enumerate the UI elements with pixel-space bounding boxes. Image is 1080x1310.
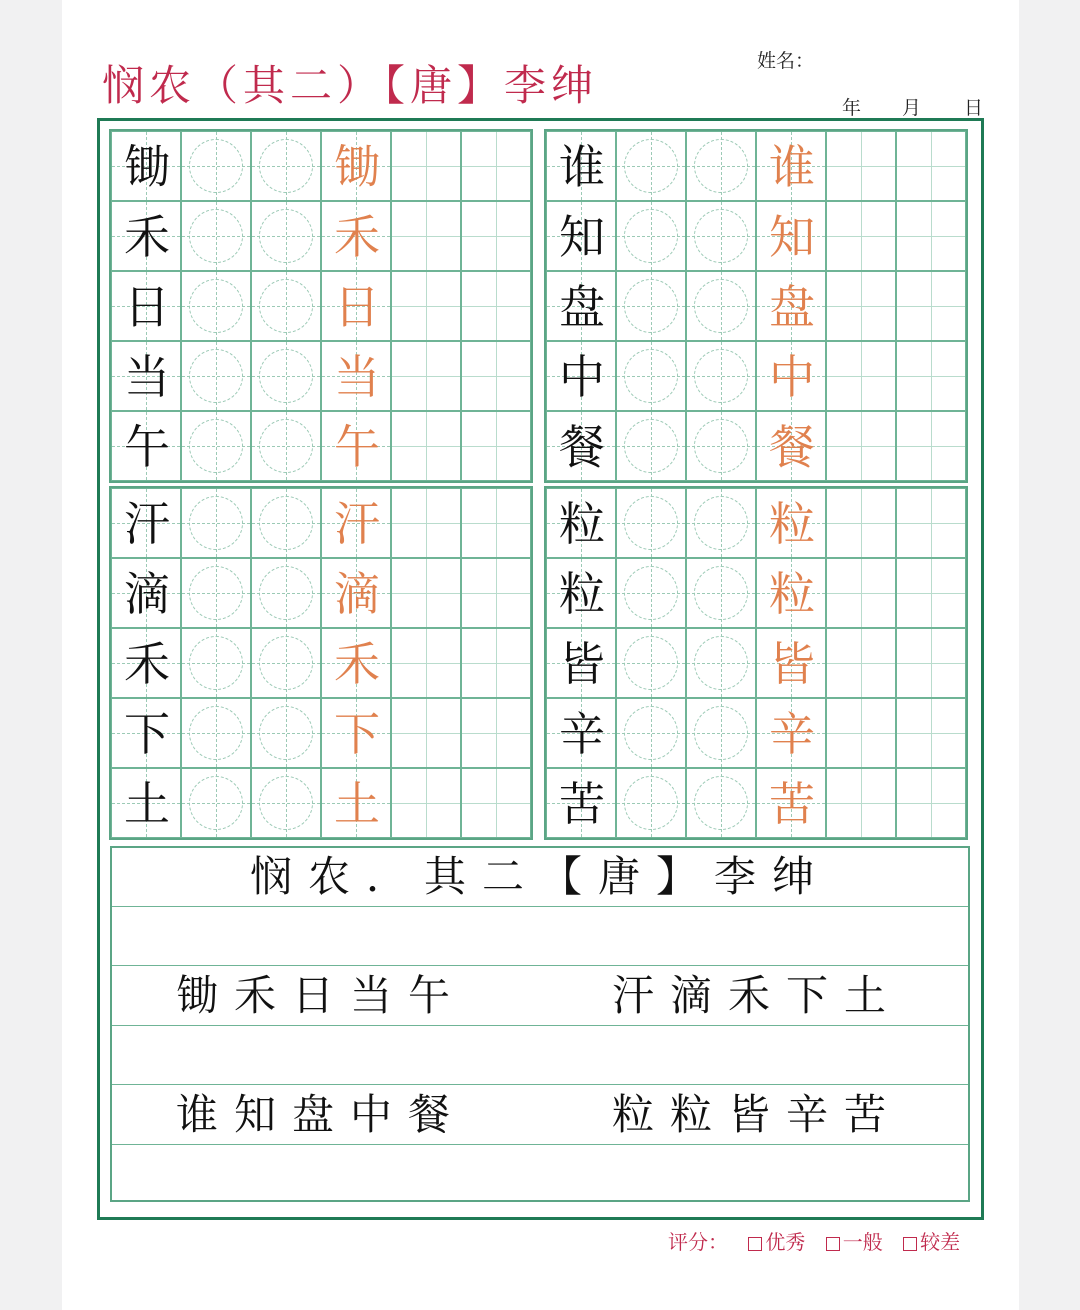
guide-circle	[624, 279, 678, 333]
circle-writing-cell[interactable]	[181, 411, 251, 481]
trace-char-cell[interactable]	[321, 628, 391, 698]
practice-block-3	[111, 488, 531, 838]
trace-char: 当	[334, 350, 380, 404]
blank-writing-cell[interactable]	[896, 271, 966, 341]
score-label: 评分：	[668, 1230, 728, 1254]
guide-circle	[259, 566, 313, 620]
model-char-cell[interactable]	[111, 271, 181, 341]
model-char: 土	[124, 777, 170, 831]
trace-char: 餐	[769, 420, 815, 474]
circle-writing-cell[interactable]	[251, 131, 321, 201]
circle-writing-cell[interactable]	[181, 768, 251, 838]
model-char-cell[interactable]	[546, 698, 616, 768]
circle-writing-cell[interactable]	[251, 411, 321, 481]
circle-writing-cell[interactable]	[251, 558, 321, 628]
circle-writing-cell[interactable]	[616, 411, 686, 481]
blank-writing-cell[interactable]	[826, 558, 896, 628]
blank-writing-cell[interactable]	[461, 698, 531, 768]
trace-char-cell[interactable]	[756, 488, 826, 558]
circle-writing-cell[interactable]	[616, 201, 686, 271]
blank-writing-cell[interactable]	[391, 411, 461, 481]
circle-writing-cell[interactable]	[616, 768, 686, 838]
circle-writing-cell[interactable]	[686, 341, 756, 411]
model-char-cell[interactable]	[546, 271, 616, 341]
blank-writing-cell[interactable]	[391, 488, 461, 558]
poem-line-1-left: 锄禾日当午	[176, 971, 467, 1020]
trace-char-cell[interactable]	[756, 558, 826, 628]
blank-writing-cell[interactable]	[896, 768, 966, 838]
trace-char: 辛	[769, 707, 815, 761]
model-char-cell[interactable]	[546, 768, 616, 838]
trace-char: 下	[334, 707, 380, 761]
model-char: 下	[124, 707, 170, 761]
model-char-cell[interactable]	[111, 628, 181, 698]
model-char: 当	[124, 350, 170, 404]
model-char: 皆	[559, 637, 605, 691]
model-char: 日	[124, 280, 170, 334]
score-option-excellent[interactable]: 优秀	[748, 1230, 805, 1254]
blank-writing-cell[interactable]	[461, 411, 531, 481]
model-char-cell[interactable]	[111, 698, 181, 768]
model-char: 辛	[559, 707, 605, 761]
guide-circle	[189, 776, 243, 830]
guide-circle	[694, 566, 748, 620]
blank-writing-cell[interactable]	[461, 768, 531, 838]
model-char-cell[interactable]	[111, 131, 181, 201]
guide-circle	[189, 419, 243, 473]
score-section	[668, 1226, 974, 1255]
guide-circle	[624, 349, 678, 403]
trace-char: 盘	[769, 280, 815, 334]
circle-writing-cell[interactable]	[616, 698, 686, 768]
model-char-cell[interactable]	[111, 488, 181, 558]
blank-writing-cell[interactable]	[896, 201, 966, 271]
trace-char: 苦	[769, 777, 815, 831]
circle-writing-cell[interactable]	[181, 271, 251, 341]
blank-writing-cell[interactable]	[391, 201, 461, 271]
model-char-cell[interactable]	[546, 628, 616, 698]
checkbox-icon[interactable]	[826, 1237, 840, 1251]
model-char: 粒	[559, 567, 605, 621]
circle-writing-cell[interactable]	[181, 628, 251, 698]
circle-writing-cell[interactable]	[251, 698, 321, 768]
guide-circle	[259, 349, 313, 403]
circle-writing-cell[interactable]	[686, 201, 756, 271]
circle-writing-cell[interactable]	[251, 628, 321, 698]
writing-line	[112, 1144, 968, 1145]
trace-char: 午	[334, 420, 380, 474]
trace-char: 知	[769, 210, 815, 264]
model-char-cell[interactable]	[111, 558, 181, 628]
trace-char-cell[interactable]	[321, 488, 391, 558]
trace-char-cell[interactable]	[756, 201, 826, 271]
guide-circle	[694, 496, 748, 550]
guide-circle	[694, 776, 748, 830]
trace-char-cell[interactable]	[756, 698, 826, 768]
circle-writing-cell[interactable]	[181, 131, 251, 201]
trace-char-cell[interactable]	[321, 131, 391, 201]
model-char: 禾	[124, 210, 170, 264]
guide-circle	[694, 419, 748, 473]
circle-writing-cell[interactable]	[616, 271, 686, 341]
model-char: 苦	[559, 777, 605, 831]
poem-copy-area	[110, 846, 970, 1202]
model-char-cell[interactable]	[546, 131, 616, 201]
guide-circle	[259, 419, 313, 473]
model-char: 粒	[559, 497, 605, 551]
practice-block-2	[546, 131, 966, 481]
blank-writing-cell[interactable]	[461, 558, 531, 628]
guide-circle	[189, 566, 243, 620]
guide-circle	[694, 279, 748, 333]
trace-char: 锄	[334, 140, 380, 194]
guide-circle	[624, 139, 678, 193]
circle-writing-cell[interactable]	[181, 341, 251, 411]
trace-char: 皆	[769, 637, 815, 691]
blank-writing-cell[interactable]	[461, 131, 531, 201]
trace-char: 粒	[769, 497, 815, 551]
model-char-cell[interactable]	[546, 341, 616, 411]
blank-writing-cell[interactable]	[461, 341, 531, 411]
circle-writing-cell[interactable]	[686, 131, 756, 201]
circle-writing-cell[interactable]	[686, 411, 756, 481]
score-option-average[interactable]: 一般	[826, 1230, 883, 1254]
blank-writing-cell[interactable]	[826, 131, 896, 201]
trace-char: 土	[334, 777, 380, 831]
writing-line	[112, 906, 968, 907]
blank-writing-cell[interactable]	[826, 341, 896, 411]
circle-writing-cell[interactable]	[686, 698, 756, 768]
trace-char: 禾	[334, 210, 380, 264]
guide-circle	[624, 706, 678, 760]
trace-char-cell[interactable]	[321, 201, 391, 271]
guide-circle	[259, 279, 313, 333]
trace-char-cell[interactable]	[756, 271, 826, 341]
guide-circle	[189, 349, 243, 403]
guide-circle	[694, 209, 748, 263]
blank-writing-cell[interactable]	[461, 628, 531, 698]
circle-writing-cell[interactable]	[251, 341, 321, 411]
trace-char-cell[interactable]	[756, 411, 826, 481]
trace-char: 粒	[769, 567, 815, 621]
guide-circle	[189, 496, 243, 550]
blank-writing-cell[interactable]	[826, 768, 896, 838]
blank-writing-cell[interactable]	[391, 698, 461, 768]
trace-char: 汗	[334, 497, 380, 551]
circle-writing-cell[interactable]	[251, 271, 321, 341]
blank-writing-cell[interactable]	[896, 628, 966, 698]
model-char-cell[interactable]	[111, 341, 181, 411]
blank-writing-cell[interactable]	[391, 628, 461, 698]
blank-writing-cell[interactable]	[826, 411, 896, 481]
blank-writing-cell[interactable]	[391, 558, 461, 628]
checkbox-icon[interactable]	[903, 1237, 917, 1251]
circle-writing-cell[interactable]	[251, 488, 321, 558]
guide-circle	[624, 636, 678, 690]
circle-writing-cell[interactable]	[181, 558, 251, 628]
year-label: 年	[842, 97, 862, 119]
trace-char-cell[interactable]	[756, 768, 826, 838]
trace-char: 日	[334, 280, 380, 334]
guide-circle	[259, 776, 313, 830]
blank-writing-cell[interactable]	[461, 271, 531, 341]
writing-line	[112, 1025, 968, 1026]
guide-circle	[694, 139, 748, 193]
circle-writing-cell[interactable]	[181, 488, 251, 558]
circle-writing-cell[interactable]	[616, 558, 686, 628]
circle-writing-cell[interactable]	[686, 628, 756, 698]
circle-writing-cell[interactable]	[616, 341, 686, 411]
model-char: 禾	[124, 637, 170, 691]
blank-writing-cell[interactable]	[391, 341, 461, 411]
blank-writing-cell[interactable]	[826, 628, 896, 698]
poem-line-1-right: 汗滴禾下土	[612, 971, 903, 1020]
blank-writing-cell[interactable]	[896, 698, 966, 768]
blank-writing-cell[interactable]	[461, 488, 531, 558]
day-label: 日	[964, 97, 984, 119]
writing-line	[112, 1084, 968, 1085]
month-label: 月	[902, 97, 922, 119]
circle-writing-cell[interactable]	[686, 488, 756, 558]
blank-writing-cell[interactable]	[896, 131, 966, 201]
trace-char-cell[interactable]	[321, 411, 391, 481]
model-char: 盘	[559, 280, 605, 334]
trace-char-cell[interactable]	[321, 698, 391, 768]
poem-line-2-left: 谁知盘中餐	[176, 1090, 467, 1139]
guide-circle	[259, 706, 313, 760]
trace-char-cell[interactable]	[756, 341, 826, 411]
blank-writing-cell[interactable]	[896, 558, 966, 628]
model-char-cell[interactable]	[111, 768, 181, 838]
model-char: 午	[124, 420, 170, 474]
worksheet-title: 悯农（其二）【唐】李绅	[102, 61, 599, 110]
trace-char-cell[interactable]	[321, 341, 391, 411]
model-char: 中	[559, 350, 605, 404]
trace-char-cell[interactable]	[756, 131, 826, 201]
trace-char-cell[interactable]	[321, 558, 391, 628]
model-char-cell[interactable]	[546, 558, 616, 628]
score-option-poor[interactable]: 较差	[903, 1230, 960, 1254]
blank-writing-cell[interactable]	[896, 341, 966, 411]
blank-writing-cell[interactable]	[391, 768, 461, 838]
writing-line	[112, 965, 968, 966]
practice-block-1	[111, 131, 531, 481]
blank-writing-cell[interactable]	[826, 271, 896, 341]
guide-circle	[189, 706, 243, 760]
model-char-cell[interactable]	[546, 201, 616, 271]
guide-circle	[624, 419, 678, 473]
guide-circle	[189, 636, 243, 690]
poem-line-2-right: 粒粒皆辛苦	[612, 1090, 903, 1139]
guide-circle	[259, 139, 313, 193]
guide-circle	[624, 209, 678, 263]
guide-circle	[259, 209, 313, 263]
guide-circle	[624, 566, 678, 620]
circle-writing-cell[interactable]	[616, 131, 686, 201]
model-char: 知	[559, 210, 605, 264]
circle-writing-cell[interactable]	[251, 201, 321, 271]
trace-char: 滴	[334, 567, 380, 621]
trace-char: 中	[769, 350, 815, 404]
trace-char: 谁	[769, 140, 815, 194]
guide-circle	[694, 706, 748, 760]
checkbox-icon[interactable]	[748, 1237, 762, 1251]
trace-char-cell[interactable]	[321, 271, 391, 341]
guide-circle	[694, 349, 748, 403]
model-char: 谁	[559, 140, 605, 194]
circle-writing-cell[interactable]	[251, 768, 321, 838]
model-char-cell[interactable]	[111, 201, 181, 271]
blank-writing-cell[interactable]	[896, 488, 966, 558]
model-char: 锄	[124, 140, 170, 194]
guide-circle	[694, 636, 748, 690]
circle-writing-cell[interactable]	[181, 201, 251, 271]
circle-writing-cell[interactable]	[616, 488, 686, 558]
guide-circle	[189, 139, 243, 193]
model-char-cell[interactable]	[111, 411, 181, 481]
trace-char-cell[interactable]	[321, 768, 391, 838]
circle-writing-cell[interactable]	[686, 768, 756, 838]
model-char-cell[interactable]	[546, 488, 616, 558]
blank-writing-cell[interactable]	[896, 411, 966, 481]
blank-writing-cell[interactable]	[461, 201, 531, 271]
guide-circle	[259, 496, 313, 550]
guide-circle	[624, 496, 678, 550]
model-char-cell[interactable]	[546, 411, 616, 481]
blank-writing-cell[interactable]	[391, 131, 461, 201]
guide-circle	[624, 776, 678, 830]
model-char: 汗	[124, 497, 170, 551]
circle-writing-cell[interactable]	[616, 628, 686, 698]
circle-writing-cell[interactable]	[686, 558, 756, 628]
practice-block-4	[546, 488, 966, 838]
model-char: 餐	[559, 420, 605, 474]
name-label: 姓名：	[757, 50, 815, 72]
model-char: 滴	[124, 567, 170, 621]
circle-writing-cell[interactable]	[181, 698, 251, 768]
blank-writing-cell[interactable]	[826, 488, 896, 558]
guide-circle	[189, 209, 243, 263]
guide-circle	[259, 636, 313, 690]
poem-title: 悯农．其二【唐】李绅	[249, 852, 830, 901]
blank-writing-cell[interactable]	[391, 271, 461, 341]
guide-circle	[189, 279, 243, 333]
trace-char-cell[interactable]	[756, 628, 826, 698]
circle-writing-cell[interactable]	[686, 271, 756, 341]
trace-char: 禾	[334, 637, 380, 691]
blank-writing-cell[interactable]	[826, 698, 896, 768]
blank-writing-cell[interactable]	[826, 201, 896, 271]
